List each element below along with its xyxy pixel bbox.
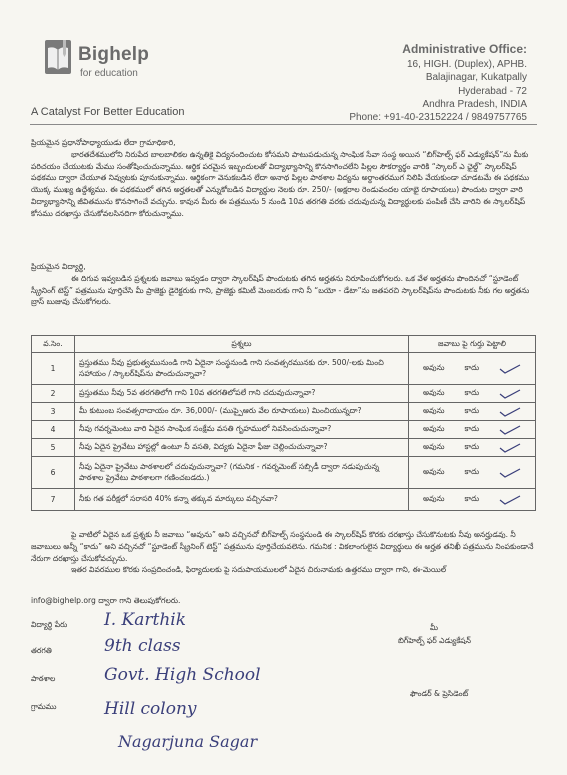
- row-number: 6: [32, 457, 75, 489]
- student-name-label: విద్యార్థి పేరు: [31, 620, 68, 629]
- eligibility-table: [31, 335, 536, 511]
- answer-cell: [409, 457, 536, 489]
- row-question: నీకు గత పరీక్షలో సరాసరి 40% కన్నా తక్కువ మార్కులు వచ్చినవా?: [75, 489, 409, 511]
- checkmark-icon: [499, 364, 521, 374]
- brand-name: Bighelp: [78, 44, 150, 65]
- checkmark-icon: [499, 468, 521, 478]
- signature-title: ఫౌండర్ & ప్రెసిడెంట్: [410, 689, 469, 698]
- header-divider: [30, 124, 537, 125]
- table-row: [32, 385, 536, 403]
- tagline: A Catalyst For Better Education: [31, 106, 185, 118]
- checkmark-icon: [499, 495, 521, 505]
- salutation-headmaster: ప్రియమైన ప్రధానోపాధ్యాయుడు లేదా గ్రామాధికారి,: [31, 138, 176, 147]
- row-question: ప్రస్తుతము నీవు 5వ తరగతిలోగి గాని 10వ తరగతిలోపలే గాని చదువుచున్నావా?: [75, 385, 409, 403]
- office-line: 16, HIGH. (Duplex), APHB.: [406, 59, 527, 71]
- signature-org: బిగ్‌హెల్ప్ ఫర్ ఎడ్యుకేషన్: [398, 636, 471, 645]
- row-number: 1: [32, 353, 75, 385]
- brand-subtitle: for education: [80, 68, 138, 79]
- answer-cell: [409, 421, 536, 439]
- school-value[interactable]: Govt. High School: [104, 665, 261, 685]
- row-question: నీవు ఏదైన ప్రైవేటు హాస్టల్లో ఉంటూ నీ వసతి, విద్యకు ఏదైనా ఫీజు చెల్లించుచున్నావా?: [75, 439, 409, 457]
- paragraph-eligibility-note: పై వాటిలో ఏదైన ఒక ప్రశ్నకు నీ జవాబు “అవును” అని వచ్చినచో బిగ్‌హెల్ప్ సంస్థనుండి ఈ స్కాలర్‌షిప్ కొరకు దరఖాస్తు చేసుకొనుటకు నీవు అనర్హుడవు. నీ జవాబులు అన్నీ “కాదు” అని వచ్చినచో “స్టూడెంట్ స్క్రీనింగ్ టెస్ట్” పత్రమును పూర్తిచేయవలెను. గమనిక : వికలాంగులైన విద్యార్థులు ఈ అర్హత తనిఖీ పత్రమును నింపకుండానే నేరుగా దరఖాస్తు చేసుకోవచ్చును.: [31, 530, 534, 563]
- village-value-line2[interactable]: Nagarjuna Sagar: [118, 732, 258, 751]
- letter-student: [31, 261, 536, 308]
- yes-option[interactable]: అవును: [422, 363, 445, 372]
- answer-cell: [409, 489, 536, 511]
- paragraph-student: ఈ దిగువ ఇవ్వబడిన ప్రశ్నలకు జవాబు ఇవ్వడం ద్వారా స్కాలర్‌షిప్ పొందుటకు తగిన అర్హతను నిరూపించుకోగలరు. ఒక వేళ అర్హతను పొందినచో “స్టూడెంట్ స్క్రీనింగ్ టెస్ట్” పత్రమును పూర్తిచేసి మీ ప్రాజెక్టు డైరెక్టరుకు గాని, ప్రాజెక్టు కమిటీ మెంబరుకు గాని నీ “బయో - డేటా”ను జతపరచి స్కాలర్‌షిప్‌ను పొందుటకు నీకు గల అర్హతను బ్రాస్ బుజువు చేసుకోగలరు.: [31, 273, 530, 307]
- table-header-row: [32, 336, 536, 353]
- office-address: [349, 43, 527, 124]
- header-serial: వ.సెం.: [32, 336, 75, 353]
- table-row: [32, 457, 536, 489]
- header-answers: జవాబు పై గుర్తు పెట్టాలి: [409, 336, 536, 353]
- table-row: [32, 403, 536, 421]
- answer-cell: [409, 403, 536, 421]
- row-number: 5: [32, 439, 75, 457]
- no-option[interactable]: కాదు: [464, 406, 480, 415]
- answer-cell: [409, 385, 536, 403]
- student-name-value[interactable]: I. Karthik: [104, 610, 187, 630]
- letter-intro: [31, 137, 536, 220]
- row-number: 7: [32, 489, 75, 511]
- no-option[interactable]: కాదు: [464, 442, 480, 451]
- table-row: [32, 353, 536, 385]
- class-value[interactable]: 9th class: [104, 636, 181, 656]
- salutation-student: ప్రియమైన విద్యార్థి,: [31, 262, 86, 271]
- yes-option[interactable]: అవును: [422, 406, 445, 415]
- no-option[interactable]: కాదు: [464, 494, 480, 503]
- no-option[interactable]: కాదు: [464, 388, 480, 397]
- office-line: Andhra Pradesh, INDIA: [422, 98, 527, 110]
- office-phone: Phone: +91-40-23152224 / 9849757765: [349, 112, 527, 124]
- row-question: మీ కుటుంబ సంవత్సరాదాయం రూ. 36,000/- (ముప్పైఆరు వేల రూపాయలు) మించియున్నదా?: [75, 403, 409, 421]
- no-option[interactable]: కాదు: [464, 363, 480, 372]
- bighelp-logo: [44, 38, 284, 98]
- table-row: [32, 489, 536, 511]
- checkmark-icon: [499, 389, 521, 399]
- yes-option[interactable]: అవును: [422, 424, 445, 433]
- row-question: నీవు గవర్నమెంటు వారి ఏదైన సాంఘిక సంక్షేమ వసతి గృహములో నివసించుచున్నావా?: [75, 421, 409, 439]
- row-number: 3: [32, 403, 75, 421]
- yes-option[interactable]: అవును: [422, 388, 445, 397]
- checkmark-icon: [499, 425, 521, 435]
- answer-cell: [409, 439, 536, 457]
- no-option[interactable]: కాదు: [464, 467, 480, 476]
- checkmark-icon: [499, 407, 521, 417]
- no-option[interactable]: కాదు: [464, 424, 480, 433]
- class-label: తరగతి: [31, 646, 52, 655]
- village-label: గ్రామము: [31, 702, 57, 711]
- paragraph-intro: భారతదేశములోని నిరుపేద బాలబాలికల ఉన్నతికై విద్యనందించుట కోసమని పాటుపడుచున్న సాంఘిక సేవా సంస్థ అయిన “బిగ్‌హెల్ప్ ఫర్ ఎడ్యుకేషన్”ను మీకు పరిచయం చేయుటకు మేము సంతోషించుచున్నాము. ఆర్థిక పరమైన ఇబ్బందులతో విద్యాభ్యాసాన్ని కొనసాగించలేని పిల్లల సౌకర్యార్థం వారికి “స్కాలర్ ఎ ఛైల్డ్” స్కాలర్‌షిప్ పథకము ద్వారా చేయూత నివ్వుటకు పూనుకున్నాము. ఆర్థికంగా వెనుకబడిన లేదా అనాథ పిల్లల పాఠశాల విద్యను అర్థాంతరముగ నిలిపి వేయకుండా చూడటమే ఈ పథకము యొక్క ముఖ్య ఉద్దేశ్యము. ఈ పథకములో తగిన అర్హతలతో ఎన్నుకోబడిన విద్యార్థుల నెలకు రూ. 250/- (అక్షరాల రెండువందల యాభై రూపాయలు) పొందుట ద్వారా వారి విద్యాభ్యాసాన్ని జీవితమును కొనసాగించే వచ్చును. కావున మీరు ఈ పత్రమును 5 నుండి 10వ తరగతి వరకు చదువుచున్న విద్యార్థులకు పంపిణీ చేసి వారిని ఈ స్కాలర్‌షిప్ కోసము దరఖాస్తు చేసుకోవలసినదిగా కోరుచున్నాము.: [31, 149, 530, 218]
- email-line: info@bighelp.org ద్వారా గాని తెలుపుకోగలరు.: [31, 596, 181, 605]
- table-row: [32, 421, 536, 439]
- yes-option[interactable]: అవును: [422, 467, 445, 476]
- office-title: Administrative Office:: [402, 42, 527, 56]
- village-value-line1[interactable]: Hill colony: [104, 699, 197, 719]
- header-questions: ప్రశ్నలు: [75, 336, 409, 353]
- row-number: 4: [32, 421, 75, 439]
- checkmark-icon: [499, 443, 521, 453]
- school-label: పాఠశాల: [31, 674, 56, 683]
- table-row: [32, 439, 536, 457]
- yes-option[interactable]: అవును: [422, 494, 445, 503]
- paragraph-contact: ఇతర వివరముల కొరకు సంప్రదించండి, ఫిర్యాదులకు పై సదుపాయములలో ఏదైన చిరునామకు ఉత్తరము ద్వారా గాని, ఈ-మెయిల్: [71, 565, 447, 575]
- yes-option[interactable]: అవును: [422, 442, 445, 451]
- answer-cell: [409, 353, 536, 385]
- office-line: Hyderabad - 72: [458, 85, 527, 97]
- row-number: 2: [32, 385, 75, 403]
- letter-closing: [31, 529, 536, 576]
- row-question: నీవు ఏదైనా ప్రైవేటు పాఠశాలలో చదువుచున్నావా? (గమనిక - గవర్నమెంట్ సబ్సిడీ ద్వారా నడుపుచున్న పాఠశాల ప్రైవేటు పాఠశాలగా గణించబడదు.): [75, 457, 409, 489]
- office-line: Balajinagar, Kukatpally: [425, 72, 527, 84]
- row-question: ప్రస్తుతము నీవు ప్రభుత్వమునుండి గాని ఏదైనా సంస్థనుండి గాని సంవత్సరమునకు రూ. 500/-లకు మించి సహాయం / స్కాలర్‌షిప్‌ను పొందుచున్నావా?: [75, 353, 409, 385]
- signature-line-1: మీ: [430, 623, 439, 632]
- book-pen-icon: [44, 38, 72, 76]
